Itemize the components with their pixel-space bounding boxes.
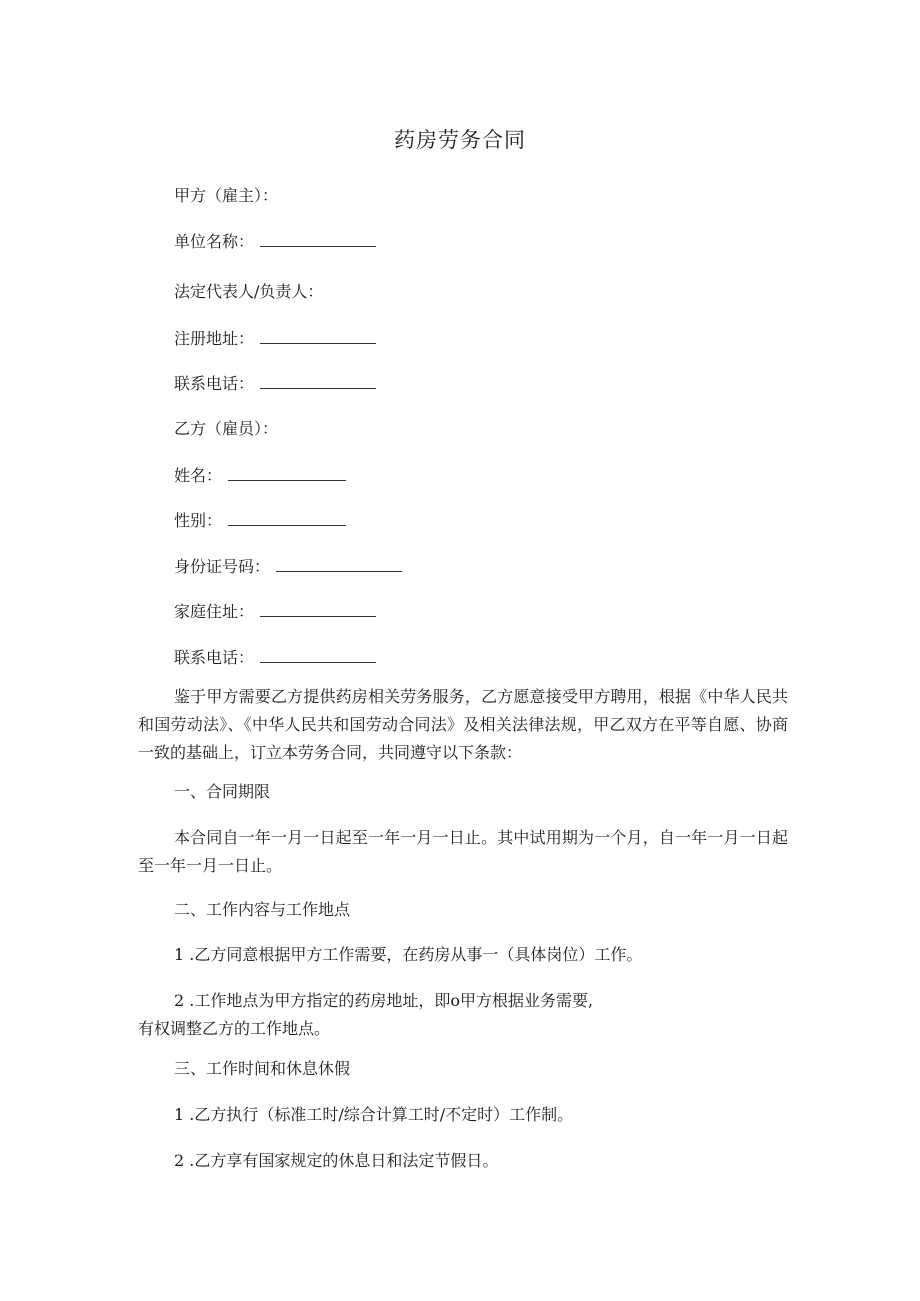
party-a-phone-blank	[260, 372, 376, 389]
document-title: 药房劳务合同	[394, 128, 526, 152]
party-a-address-row	[174, 327, 376, 350]
home-address-blank	[260, 600, 376, 617]
party-a-unit-name-row	[174, 230, 376, 253]
section2-item2-line2: 有权调整乙方的工作地点。	[138, 1019, 331, 1038]
party-a-phone-row	[174, 372, 376, 395]
section3-item1: 1 .乙方执行（标准工时/综合计算工时/不定时）工作制。	[174, 1105, 574, 1124]
name-blank	[228, 464, 346, 481]
gender-blank	[228, 509, 346, 526]
party-a-header: 甲方（雇主）：	[174, 186, 279, 205]
party-b-address-row	[174, 600, 376, 623]
party-b-gender-row	[174, 509, 346, 532]
party-b-name-row	[174, 464, 346, 487]
party-b-phone-row	[174, 646, 376, 669]
section2-item2-line1: 2 .工作地点为甲方指定的药房地址，即o甲方根据业务需要,	[174, 991, 594, 1010]
preamble-paragraph: 鉴于甲方需要乙方提供药房相关劳务服务，乙方愿意接受甲方聘用，根据《中华人民共和国劳动法》、《中华人民共和国劳动合同法》及相关法律法规，甲乙双方在平等自愿、协商一致的基础上，订立本劳务合同，共同遵守以下条款：	[138, 687, 788, 762]
party-b-header: 乙方（雇员）：	[174, 419, 279, 438]
reg-address-label: 注册地址：	[174, 329, 255, 348]
unit-name-label: 单位名称：	[174, 232, 255, 251]
legal-rep-label: 法定代表人/负责人：	[174, 282, 324, 301]
section3-heading: 三、工作时间和休息休假	[174, 1059, 351, 1078]
id-number-blank	[276, 555, 402, 572]
party-b-id-row	[174, 555, 402, 578]
party-a-legal-rep-row	[174, 281, 323, 303]
party-b-phone-blank	[260, 646, 376, 663]
section2-item2	[138, 987, 788, 1043]
gender-label: 性别：	[174, 511, 223, 530]
party-b-phone-label: 联系电话：	[174, 648, 255, 667]
home-address-label: 家庭住址：	[174, 602, 255, 621]
section1-heading: 一、合同期限	[174, 782, 271, 801]
section3-item2: 2 .乙方享有国家规定的休息日和法定节假日。	[174, 1151, 499, 1170]
unit-name-blank	[260, 230, 376, 247]
reg-address-blank	[260, 327, 376, 344]
section2-heading: 二、工作内容与工作地点	[174, 900, 351, 919]
section2-item1: 1 .乙方同意根据甲方工作需要，在药房从事一（具体岗位）工作。	[174, 945, 643, 964]
party-a-phone-label: 联系电话：	[174, 374, 255, 393]
name-label: 姓名：	[174, 466, 223, 485]
id-number-label: 身份证号码：	[174, 557, 271, 576]
section1-text: 本合同自一年一月一日起至一年一月一日止。其中试用期为一个月，自一年一月一日起至一年一月一日止。	[138, 828, 788, 875]
